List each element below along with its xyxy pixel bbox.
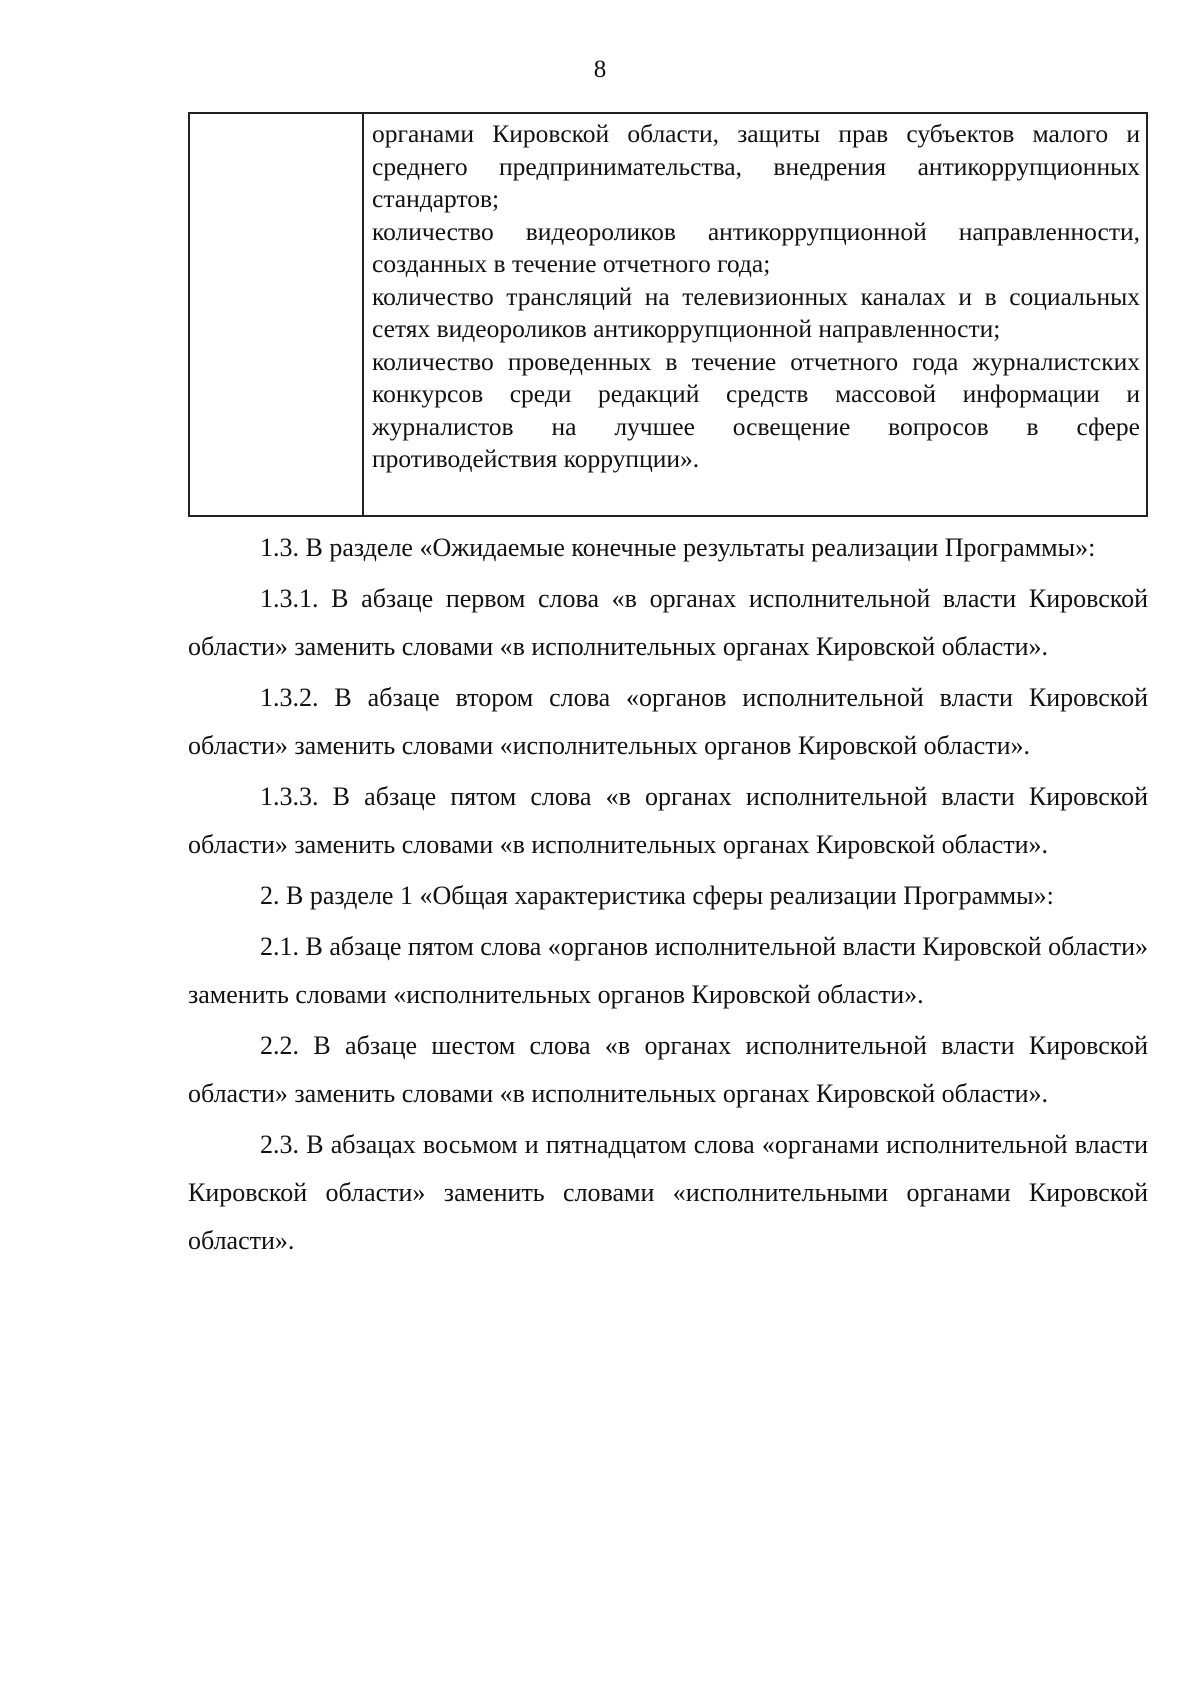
document-body [188,524,1148,1268]
paragraph-1-3: 1.3. В разделе «Ожидаемые конечные результаты реализации Программы»: [260,533,1096,562]
table-cell-line: количество проведенных в течение отчетного года журналистских конкурсов среди редакций средств массовой информации и журналистов на лучшее освещение вопросов в сфере противодействия коррупции». [372,346,1140,473]
paragraph-1-3-3: 1.3.3. В абзаце пятом слова «в органах исполнительной власти Кировской области» заменить словами «в исполнительных органах Кировской области». [188,782,1148,859]
table-cell-line: количество видеороликов антикоррупционной направленности, созданных в течение отчетного года; [372,216,1140,278]
paragraph-2-2: 2.2. В абзаце шестом слова «в органах исполнительной власти Кировской области» заменить словами «в исполнительных органах Кировской области». [188,1031,1148,1108]
paragraph-1-3-2: 1.3.2. В абзаце втором слова «органов исполнительной власти Кировской области» заменить словами «исполнительных органов Кировской области». [188,683,1148,760]
page-number: 8 [593,56,607,83]
table-cell-right [364,114,1146,515]
paragraph-2-1: 2.1. В абзаце пятом слова «органов исполнительной власти Кировской области» заменить словами «исполнительных органов Кировской области». [188,932,1148,1009]
paragraph-2: 2. В разделе 1 «Общая характеристика сферы реализации Программы»: [260,881,1054,910]
paragraph-1-3-1: 1.3.1. В абзаце первом слова «в органах исполнительной власти Кировской области» заменить словами «в исполнительных органах Кировской области». [188,584,1148,661]
table-cell-line: количество трансляций на телевизионных каналах и в социальных сетях видеороликов антикоррупционной направленности; [372,281,1140,343]
continuation-table [188,112,1148,517]
table-cell-line: органами Кировской области, защиты прав субъектов малого и среднего предпринимательства, внедрения антикоррупционных стандартов; [372,119,1140,213]
paragraph-2-3: 2.3. В абзацах восьмом и пятнадцатом слова «органами исполнительной власти Кировской области» заменить словами «исполнительными органами Кировской области». [188,1130,1148,1255]
table-cell-left [190,114,364,515]
